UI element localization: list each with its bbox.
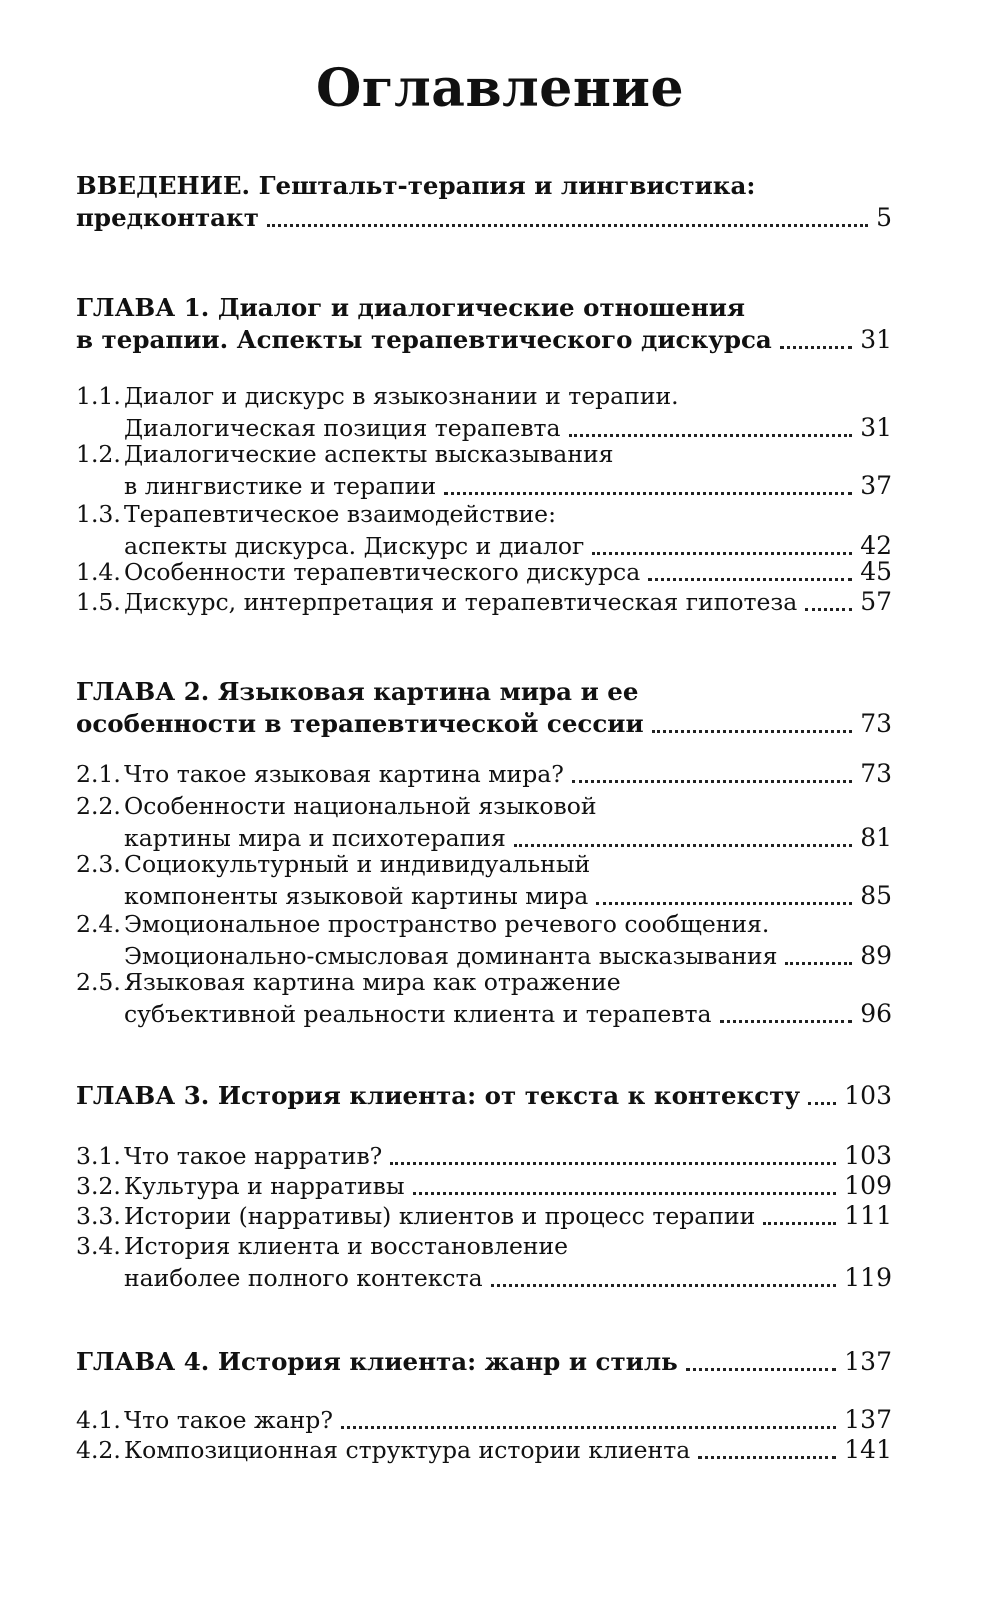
dot-leader	[572, 774, 852, 783]
page-number: 37	[860, 471, 892, 500]
dot-leader	[648, 572, 852, 581]
toc-entry-1-3	[76, 498, 892, 562]
toc-entry-2-2	[76, 790, 892, 854]
section-number: 2.2.	[76, 792, 121, 820]
toc-entry-intro	[76, 170, 892, 234]
entry-title: ГЛАВА 3. История клиента: от текста к контексту	[76, 1081, 801, 1110]
toc-entry-chapter-4	[76, 1346, 892, 1378]
dot-leader	[763, 1216, 836, 1225]
dot-leader	[413, 1186, 837, 1195]
dot-leader	[686, 1362, 837, 1371]
toc-entry-2-1	[76, 758, 892, 790]
entry-title-line1: Языковая картина мира как отражение	[124, 968, 621, 996]
page-number: 5	[876, 203, 892, 232]
section-number: 1.1.	[76, 382, 121, 410]
entry-title: Что такое нарратив?	[124, 1142, 383, 1170]
dot-leader	[267, 218, 868, 227]
dot-leader	[514, 838, 852, 847]
page-number: 96	[860, 999, 892, 1028]
toc-entry-4-1	[76, 1404, 892, 1436]
entry-title-line1: Эмоциональное пространство речевого сообщения.	[124, 910, 770, 938]
section-number: 2.3.	[76, 850, 121, 878]
toc-entry-2-3	[76, 848, 892, 912]
section-number: 2.5.	[76, 968, 121, 996]
toc-entry-chapter-2	[76, 676, 892, 740]
entry-title-line2: компоненты языковой картины мира	[124, 882, 589, 910]
page-number: 45	[860, 557, 892, 586]
page-number: 119	[844, 1263, 892, 1292]
section-number: 4.2.	[76, 1436, 121, 1464]
dot-leader	[444, 486, 852, 495]
toc-entry-chapter-1	[76, 292, 892, 356]
page-number: 85	[860, 881, 892, 910]
entry-title: Композиционная структура истории клиента	[124, 1436, 691, 1464]
dot-leader	[390, 1156, 836, 1165]
entry-title-line2: картины мира и психотерапия	[124, 824, 506, 852]
dot-leader	[698, 1450, 836, 1459]
dot-leader	[491, 1278, 837, 1287]
entry-title-line1: ГЛАВА 1. Диалог и диалогические отношения	[76, 293, 746, 322]
entry-title-line1: Особенности национальной языковой	[124, 792, 597, 820]
page-number: 89	[860, 941, 892, 970]
entry-title: ГЛАВА 4. История клиента: жанр и стиль	[76, 1347, 678, 1376]
page-number: 103	[844, 1081, 892, 1110]
page-number: 31	[860, 325, 892, 354]
entry-title-line2: Эмоционально-смысловая доминанта высказывания	[124, 942, 778, 970]
entry-title: Особенности терапевтического дискурса	[124, 558, 641, 586]
entry-title: Дискурс, интерпретация и терапевтическая гипотеза	[124, 588, 798, 616]
page-number: 57	[860, 587, 892, 616]
section-number: 3.3.	[76, 1202, 121, 1230]
section-number: 2.4.	[76, 910, 121, 938]
section-number: 3.1.	[76, 1142, 121, 1170]
toc-entry-2-5	[76, 966, 892, 1030]
entry-title-line2: особенности в терапевтической сессии	[76, 709, 644, 738]
page-number: 137	[844, 1347, 892, 1376]
entry-title-line2: в терапии. Аспекты терапевтического дискурса	[76, 325, 772, 354]
page-number: 141	[844, 1435, 892, 1464]
section-number: 3.4.	[76, 1232, 121, 1260]
entry-title-line1: ВВЕДЕНИЕ. Гештальт-терапия и лингвистика:	[76, 171, 756, 200]
entry-title: Что такое языковая картина мира?	[124, 760, 564, 788]
dot-leader	[720, 1014, 853, 1023]
page-number: 111	[844, 1201, 892, 1230]
page-number: 103	[844, 1141, 892, 1170]
dot-leader	[785, 956, 852, 965]
entry-title-line2: субъективной реальности клиента и терапевта	[124, 1000, 712, 1028]
dot-leader	[780, 340, 852, 349]
toc-entry-2-4	[76, 908, 892, 972]
section-number: 1.4.	[76, 558, 121, 586]
entry-title-line2: в лингвистике и терапии	[124, 472, 437, 500]
page-number: 109	[844, 1171, 892, 1200]
entry-title: Истории (нарративы) клиентов и процесс терапии	[124, 1202, 756, 1230]
entry-title-line2: Диалогическая позиция терапевта	[124, 414, 561, 442]
section-number: 2.1.	[76, 760, 121, 788]
section-number: 3.2.	[76, 1172, 121, 1200]
entry-title: Культура и нарративы	[124, 1172, 405, 1200]
page-number: 73	[860, 709, 892, 738]
dot-leader	[592, 546, 852, 555]
toc-entry-1-4	[76, 556, 892, 588]
entry-title-line1: Терапевтическое взаимодействие:	[124, 500, 556, 528]
page-number: 42	[860, 531, 892, 560]
entry-title-line1: Диалог и дискурс в языкознании и терапии.	[124, 382, 679, 410]
section-number: 1.5.	[76, 588, 121, 616]
toc-entry-3-2	[76, 1170, 892, 1202]
page-title: Оглавление	[315, 58, 685, 119]
entry-title-line2: аспекты дискурса. Дискурс и диалог	[124, 532, 585, 560]
toc-entry-3-1	[76, 1140, 892, 1172]
page-number: 137	[844, 1405, 892, 1434]
entry-title-line1: История клиента и восстановление	[124, 1232, 569, 1260]
dot-leader	[652, 724, 853, 733]
page-number: 73	[860, 759, 892, 788]
dot-leader	[596, 896, 852, 905]
toc-entry-3-4	[76, 1230, 892, 1294]
section-number: 4.1.	[76, 1406, 121, 1434]
toc-entry-1-2	[76, 438, 892, 502]
dot-leader	[569, 428, 853, 437]
page-number: 31	[860, 413, 892, 442]
dot-leader	[808, 1096, 836, 1105]
toc-entry-4-2	[76, 1434, 892, 1466]
toc-entry-3-3	[76, 1200, 892, 1232]
dot-leader	[341, 1420, 836, 1429]
toc-entry-1-1	[76, 380, 892, 444]
dot-leader	[805, 602, 852, 611]
entry-title-line1: ГЛАВА 2. Языковая картина мира и ее	[76, 677, 639, 706]
page-number: 81	[860, 823, 892, 852]
toc-entry-chapter-3	[76, 1080, 892, 1112]
section-number: 1.3.	[76, 500, 121, 528]
entry-title: Что такое жанр?	[124, 1406, 333, 1434]
entry-title-line1: Диалогические аспекты высказывания	[124, 440, 614, 468]
toc-entry-1-5	[76, 586, 892, 618]
entry-title-line1: Социокультурный и индивидуальный	[124, 850, 591, 878]
section-number: 1.2.	[76, 440, 121, 468]
entry-title-line2: предконтакт	[76, 203, 259, 232]
entry-title-line2: наиболее полного контекста	[124, 1264, 483, 1292]
